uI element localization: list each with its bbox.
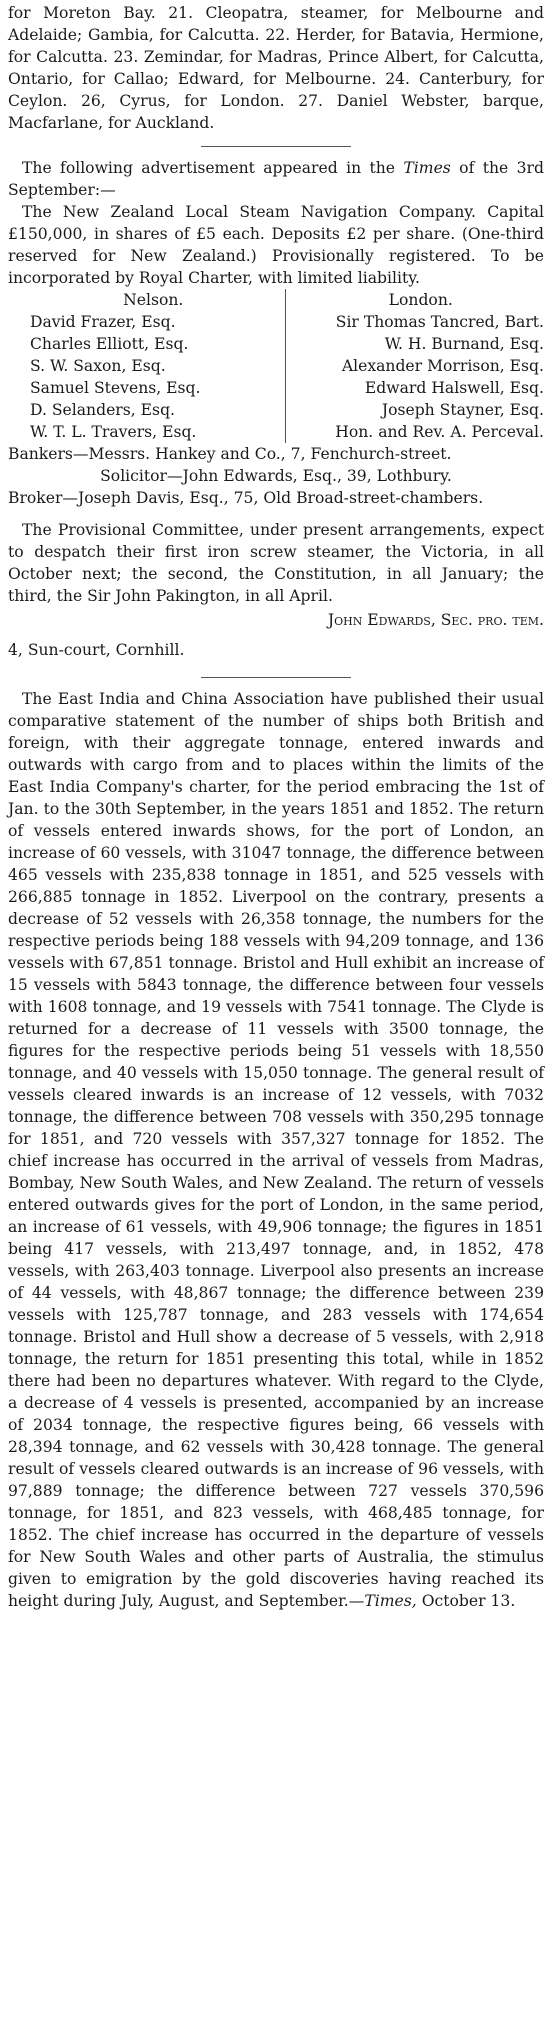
board-member: Joseph Stayner, Esq. [381,401,544,419]
board-heading-london: London. [388,291,453,309]
board-member: Edward Halswell, Esq. [364,379,544,397]
advert-intro [8,157,544,201]
secretary-signature: John Edwards, Sec. pro. tem. [327,611,544,629]
report-date: October 13. [421,1592,516,1610]
report-source: Times, [364,1592,417,1610]
company-notice: The New Zealand Local Steam Navigation Company. Capital £150,000, in shares of £5 each. Deposits £2 per share. (One-third reserved for New Zealand.) Provisionally registered. To be incorporated by Royal Charter, with limited liability. [8,203,544,287]
board-member: Sir Thomas Tancred, Bart. [335,313,544,331]
board-member: Charles Elliott, Esq. [30,335,189,353]
board-member: W. H. Burnand, Esq. [384,335,544,353]
section-divider [201,146,351,147]
shipping-list-tail: for Moreton Bay. 21. Cleopatra, steamer, for Melbourne and Adelaide; Gambia, for Calcutta. 22. Herder, for Batavia, Hermione, for Calcutta. 23. Zemindar, for Madras, Prince Albert, for Calcutta, Ontario, for Callao; Edward, for Melbourne. 24. Canterbury, for Ceylon. 26, Cyrus, for London. 27. Daniel Webster, barque, Macfarlane, for Auckland. [8,4,544,132]
board-member: D. Selanders, Esq. [30,401,176,419]
advert-intro-suffix: of the 3rd September:— [8,159,544,199]
shipping-statement-section [8,688,544,1612]
board-member: David Frazer, Esq. [30,313,176,331]
broker-line: Broker—Joseph Davis, Esq., 75, Old Broad-street-chambers. [8,489,484,507]
board-column-london [286,289,545,443]
solicitor-line: Solicitor—John Edwards, Esq., 39, Lothbury. [100,467,452,485]
board-member: Samuel Stevens, Esq. [30,379,201,397]
board-column-nelson [8,289,286,443]
board-of-directors [8,289,544,443]
advertisement-section [8,157,544,661]
board-heading-nelson: Nelson. [123,291,184,309]
board-member: W. T. L. Travers, Esq. [30,423,197,441]
bankers-line: Bankers—Messrs. Hankey and Co., 7, Fenchurch-street. [8,445,452,463]
advert-address: 4, Sun-court, Cornhill. [8,641,185,659]
board-member: S. W. Saxon, Esq. [30,357,166,375]
board-member: Hon. and Rev. A. Perceval. [335,423,544,441]
board-member: Alexander Morrison, Esq. [341,357,544,375]
committee-notice: The Provisional Committee, under present arrangements, expect to despatch their first iron screw steamer, the Victoria, in all October next; the second, the Constitution, in all January; the third, the Sir John Pakington, in all April. [8,521,544,605]
section-divider [201,677,351,678]
association-report-body: The East India and China Association have published their usual comparative statement of the number of ships both British and foreign, with their aggregate tonnage, entered inwards and outwards with cargo from and to places within the limits of the East India Company's charter, for the period embracing the 1st of Jan. to the 30th September, in the years 1851 and 1852. The return of vessels entered inwards shows, for the port of London, an increase of 60 vessels, with 31047 tonnage, the difference between 465 vessels with 235,838 tonnage in 1851, and 525 vessels with 266,885 tonnage in 1852. Liverpool on the contrary, presents a decrease of 52 vessels with 26,358 tonnage, the numbers for the respective periods being 188 vessels with 94,209 tonnage, and 136 vessels with 67,851 tonnage. Bristol and Hull exhibit an increase of 15 vessels with 5843 tonnage, the difference between four vessels with 1608 tonnage, and 19 vessels with 7541 tonnage. The Clyde is returned for a decrease of 11 vessels with 3500 tonnage, the figures for the respective periods being 51 vessels with 18,550 tonnage, and 40 vessels with 15,050 tonnage. The general result of vessels cleared inwards is an increase of 12 vessels, with 7032 tonnage, the difference between 708 vessels with 350,295 tonnage for 1851, and 720 vessels with 357,327 tonnage for 1852. The chief increase has occurred in the arrival of vessels from Madras, Bombay, New South Wales, and New Zealand. The return of vessels entered outwards gives for the port of London, in the same period, an increase of 61 vessels, with 49,906 tonnage; the figures in 1851 being 417 vessels, with 213,497 tonnage, and, in 1852, 478 vessels, with 263,403 tonnage. Liverpool also presents an increase of 44 vessels, with 48,867 tonnage; the difference between 239 vessels with 125,787 tonnage, and 283 vessels with 174,654 tonnage. Bristol and Hull show a decrease of 5 vessels, with 2,918 tonnage, the return for 1851 presenting this total, while in 1852 there had been no departures whatever. With regard to the Clyde, a decrease of 4 vessels is presented, accompanied by an increase of 2034 tonnage, the respective figures being, 66 vessels with 28,394 tonnage, and 62 vessels with 30,428 tonnage. The general result of vessels cleared outwards is an increase of 96 vessels, with 97,889 tonnage; the difference between 727 vessels 370,596 tonnage, for 1851, and 823 vessels, with 468,485 tonnage, for 1852. The chief increase has occurred in the departure of vessels for New South Wales and other parts of Australia, the stimulus given to emigration by the gold discoveries having reached its height during July, August, and September.— [8,690,544,1610]
advert-intro-source: Times [403,159,451,177]
association-report [8,688,544,1612]
advert-intro-prefix: The following advertisement appeared in the [22,159,404,177]
